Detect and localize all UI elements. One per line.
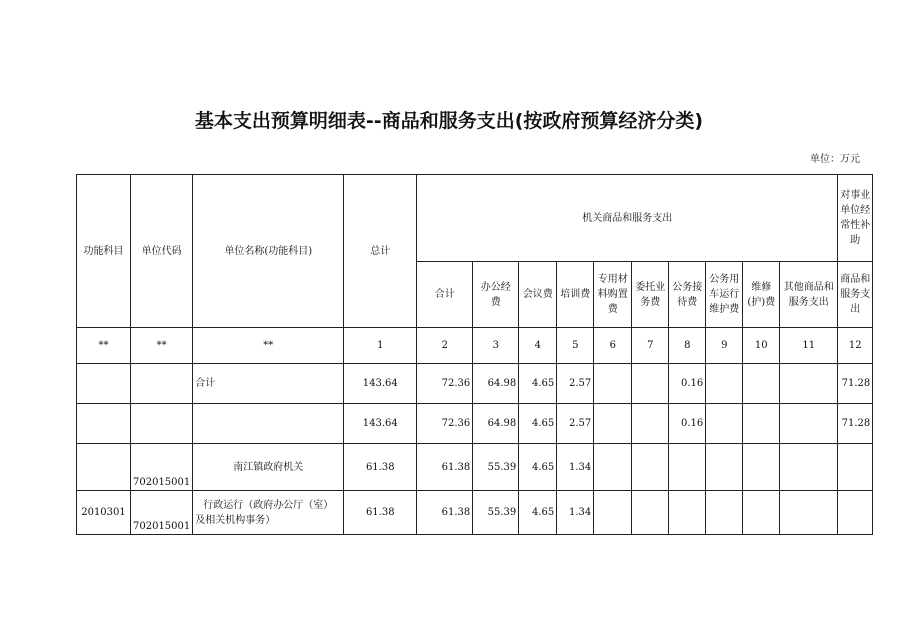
cell-meeting: 4.65 [519, 404, 557, 444]
cell-repair [743, 444, 780, 491]
cell-training: 1.34 [557, 491, 594, 535]
cell-reception: 0.16 [669, 364, 706, 404]
index-cell: 5 [557, 328, 594, 364]
index-cell: 2 [417, 328, 473, 364]
cell-vehicle [706, 364, 743, 404]
cell-materials [594, 444, 632, 491]
header-training: 培训费 [557, 262, 594, 328]
header-line: 对事业 [840, 190, 871, 201]
index-cell: 10 [743, 328, 780, 364]
cell-func [77, 444, 131, 491]
cell-subsidy [838, 491, 873, 535]
cell-repair [743, 491, 780, 535]
cell-other [780, 491, 838, 535]
header-line: (护)费 [747, 296, 776, 308]
header-group-main: 机关商品和服务支出 [417, 175, 838, 262]
cell-materials [594, 491, 632, 535]
header-entrust [632, 262, 669, 328]
header-line: 助 [850, 235, 861, 246]
cell-meeting: 4.65 [519, 364, 557, 404]
cell-entrust [632, 364, 669, 404]
cell-name: 合计 [193, 364, 344, 404]
index-cell: 11 [780, 328, 838, 364]
cell-training: 2.57 [557, 364, 594, 404]
cell-subsidy: 71.28 [838, 364, 873, 404]
header-line: 办公经 [480, 281, 511, 293]
table-row [77, 404, 873, 444]
index-cell: 7 [632, 328, 669, 364]
header-group-subsidy [838, 175, 873, 262]
index-cell: 4 [519, 328, 557, 364]
header-line: 服务支 [840, 289, 871, 300]
cell-code: 702015001 [131, 444, 193, 491]
header-heji: 合计 [417, 262, 473, 328]
cell-code [131, 404, 193, 444]
cell-repair [743, 364, 780, 404]
cell-meeting: 4.65 [519, 444, 557, 491]
index-cell: ** [131, 328, 193, 364]
header-office [473, 262, 519, 328]
cell-office: 64.98 [473, 404, 519, 444]
cell-office: 55.39 [473, 491, 519, 535]
cell-training: 2.57 [557, 404, 594, 444]
table-row [77, 444, 873, 491]
table-row [77, 364, 873, 404]
header-unit-code: 单位代码 [131, 175, 193, 328]
header-line: 单位经 [840, 205, 871, 216]
header-func-subject: 功能科目 [77, 175, 131, 328]
header-reception [669, 262, 706, 328]
cell-reception: 0.16 [669, 404, 706, 444]
header-line: 料购置 [597, 289, 628, 300]
header-line: 费 [490, 296, 501, 308]
header-line: 专用材 [597, 274, 628, 285]
cell-heji: 61.38 [417, 491, 473, 535]
cell-meeting: 4.65 [519, 491, 557, 535]
header-line: 公务接 [672, 281, 703, 293]
header-line: 常性补 [840, 220, 871, 231]
unit-label: 单位：万元 [810, 154, 860, 165]
header-unit-name: 单位名称(功能科目) [193, 175, 344, 328]
header-materials [594, 262, 632, 328]
header-total: 总计 [344, 175, 417, 328]
header-line: 委托业 [635, 281, 666, 293]
cell-total: 61.38 [344, 491, 417, 535]
cell-subsidy [838, 444, 873, 491]
cell-total: 143.64 [344, 364, 417, 404]
header-line: 公务用 [709, 274, 740, 285]
header-line: 服务支出 [788, 296, 829, 308]
cell-code: 702015001 [131, 491, 193, 535]
cell-name-line: 行政运行（政府办公厅（室） [203, 499, 334, 511]
header-line: 出 [850, 304, 861, 315]
cell-name [193, 491, 344, 535]
index-cell: 12 [838, 328, 873, 364]
index-cell: 8 [669, 328, 706, 364]
header-line: 费 [607, 304, 618, 315]
cell-entrust [632, 491, 669, 535]
cell-other [780, 364, 838, 404]
cell-func [77, 364, 131, 404]
header-row-1 [77, 175, 873, 262]
index-cell: ** [77, 328, 131, 364]
header-line: 商品和 [840, 274, 871, 285]
cell-name-line: 及相关机构事务） [195, 514, 276, 526]
cell-subsidy: 71.28 [838, 404, 873, 444]
cell-materials [594, 364, 632, 404]
header-line: 维修 [751, 281, 772, 293]
header-line: 维护费 [709, 304, 740, 315]
header-other [780, 262, 838, 328]
cell-func [77, 404, 131, 444]
cell-code [131, 364, 193, 404]
index-cell: 3 [473, 328, 519, 364]
table-row [77, 491, 873, 535]
header-vehicle [706, 262, 743, 328]
cell-training: 1.34 [557, 444, 594, 491]
cell-func: 2010301 [77, 491, 131, 535]
cell-total: 143.64 [344, 404, 417, 444]
cell-total: 61.38 [344, 444, 417, 491]
cell-reception [669, 444, 706, 491]
header-line: 其他商品和 [783, 281, 834, 293]
cell-vehicle [706, 404, 743, 444]
cell-name [193, 404, 344, 444]
cell-vehicle [706, 491, 743, 535]
index-cell: ** [193, 328, 344, 364]
cell-other [780, 444, 838, 491]
cell-heji: 61.38 [417, 444, 473, 491]
cell-other [780, 404, 838, 444]
cell-repair [743, 404, 780, 444]
cell-name: 南江镇政府机关 [193, 444, 344, 491]
header-line: 车运行 [709, 289, 740, 300]
cell-heji: 72.36 [417, 364, 473, 404]
header-meeting: 会议费 [519, 262, 557, 328]
cell-office: 64.98 [473, 364, 519, 404]
budget-table [76, 174, 873, 535]
cell-heji: 72.36 [417, 404, 473, 444]
header-line: 务费 [640, 296, 661, 308]
header-repair [743, 262, 780, 328]
cell-materials [594, 404, 632, 444]
header-subsidy-goods [838, 262, 873, 328]
cell-vehicle [706, 444, 743, 491]
index-row [77, 328, 873, 364]
index-cell: 6 [594, 328, 632, 364]
page-title: 基本支出预算明细表--商品和服务支出(按政府预算经济分类) [194, 110, 704, 132]
cell-entrust [632, 444, 669, 491]
header-line: 待费 [677, 296, 698, 308]
index-cell: 1 [344, 328, 417, 364]
cell-reception [669, 491, 706, 535]
cell-entrust [632, 404, 669, 444]
index-cell: 9 [706, 328, 743, 364]
cell-office: 55.39 [473, 444, 519, 491]
